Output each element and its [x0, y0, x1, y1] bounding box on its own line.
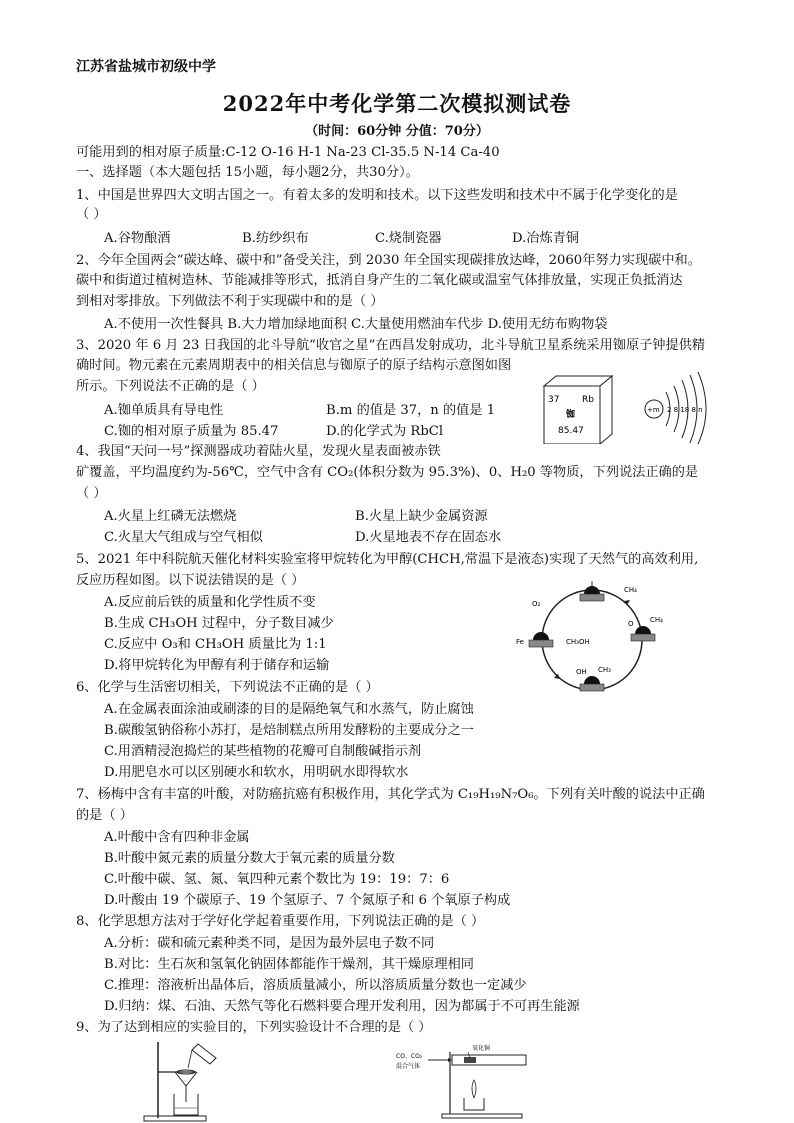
periodic-table-cell — [544, 376, 612, 444]
q6-option-d: D.用肥皂水可以区别硬水和软水，用明矾水即得软水 — [104, 765, 409, 780]
q5-option-b: B.生成 CH₃OH 过程中，分子数目减少 — [104, 616, 334, 631]
label-ch3oh: CH₃OH — [566, 638, 590, 646]
label-ch4-right: CH₄ — [650, 616, 663, 624]
q8-option-c: C.推理：溶液析出晶体后，溶质质量减小，所以溶质质量分数也一定减少 — [104, 978, 527, 993]
q2-stem-2: 碳中和街道过植树造林、节能减排等形式，抵消自身产生的二氧化碳或温室气体排放量，实现正负抵消达 — [76, 273, 683, 288]
label-oh: OH — [576, 668, 587, 676]
element-name: 铷 — [566, 410, 576, 420]
q3-stem-2: 确时间。物元素在元素周期表中的相关信息与铷原子的原子结构示意图如图 — [76, 358, 512, 373]
q4-option-a: A.火星上红磷无法燃烧 — [104, 509, 237, 524]
q4-stem-1: 4、我国“天问一号”探测器成功着陆火星，发现火星表面被赤铁 — [76, 444, 441, 459]
q6-stem: 6、化学与生活密切相关，下列说法不正确的是（ ） — [76, 680, 379, 695]
q9-stem: 9、为了达到相应的实验目的，下列实验设计不合理的是（ ） — [76, 1020, 432, 1035]
q1-option-b: B.纺纱织布 — [242, 231, 309, 246]
q2-stem-1: 2、今年全国两会“碳达峰、碳中和”备受关注，到 2030 年全国实现碳排放达峰，2060年努力实现碳中和。 — [76, 253, 701, 268]
label-o2: O₂ — [532, 600, 541, 608]
atom-shells: 2 8 18 8 n — [667, 406, 703, 414]
q5-reaction-cycle — [514, 578, 670, 700]
q3-option-c: C.铷的相对原子质量为 85.47 — [104, 424, 279, 439]
q7-option-a: A.叶酸中含有四种非金属 — [104, 830, 250, 845]
q4-option-b: B.火星上缺少金属资源 — [355, 509, 488, 524]
q5-option-a: A.反应前后铁的质量和化学性质不变 — [104, 595, 316, 610]
q3-option-a: A.铷单质具有导电性 — [104, 403, 224, 418]
q7-option-c: C.叶酸中碳、氢、氮、氧四种元素个数比为 19：19：7：6 — [104, 872, 450, 887]
q8-option-b: B.对比：生石灰和氢氧化钠固体都能作干燥剂，其干燥原理相同 — [104, 957, 474, 972]
atomic-masses: 可能用到的相对原子质量:C-12 O-16 H-1 Na-23 Cl-35.5 N-14 Ca-40 — [76, 145, 500, 160]
section-heading: 一、选择题（本大题包括 15小题，每小题2分，共30分）。 — [76, 165, 419, 180]
label-ch3: CH₃ — [598, 666, 611, 674]
label-fe: Fe — [516, 638, 524, 646]
label-gas-mixture-2: 混合气体 — [396, 1063, 421, 1070]
element-number: 37 — [548, 395, 560, 405]
q3-option-d: D.的化学式为 RbCl — [326, 424, 444, 439]
q9-co-reduction-apparatus — [392, 1040, 542, 1123]
q3-stem-3: 所示。下列说法不正确的是（ ） — [76, 379, 265, 394]
q4-blank: （ ） — [76, 486, 107, 501]
element-symbol: Rb — [582, 395, 594, 405]
q3-figure — [536, 372, 726, 444]
school-name: 江苏省盐城市初级中学 — [76, 59, 216, 75]
q4-stem-2: 矿覆盖，平均温度约为-56℃，空气中含有 CO₂(体积分数为 95.3%)、0、H₂0 等物质，下列说法正确的是 — [76, 465, 699, 480]
label-o: O — [628, 620, 634, 628]
q4-option-d: D.火星地表不存在固态水 — [355, 530, 502, 545]
exam-subtitle: （时间：60分钟 分值：70分） — [305, 124, 489, 139]
label-ch4-top: CH₄ — [624, 586, 637, 594]
label-copper-oxide: 氧化铜 — [472, 1045, 491, 1052]
q2-options: A.不使用一次性餐具 B.大力增加绿地面积 C.大量使用燃油车代步 D.使用无纺布购物袋 — [104, 317, 608, 332]
q3-option-b: B.m 的值是 37，n 的值是 1 — [326, 403, 496, 418]
q5-stem-1: 5、2021 年中科院航天催化材料实验室将甲烷转化为甲醇(CHCH,常温下是液态)实现了天然气的高效利用, — [76, 552, 699, 567]
q2-stem-3: 到相对零排放。下列做法不利于实现碳中和的是（ ） — [76, 294, 384, 309]
q8-option-d: D.归纳：煤、石油、天然气等化石燃料要合理开发利用，因为都属于不可再生能源 — [104, 999, 580, 1014]
q7-option-b: B.叶酸中氮元素的质量分数大于氧元素的质量分数 — [104, 851, 395, 866]
q1-option-d: D.冶炼青铜 — [512, 231, 580, 246]
q1-option-c: C.烧制瓷器 — [375, 231, 442, 246]
q7-stem-2: 的是（ ） — [76, 808, 133, 823]
q6-option-c: C.用酒精浸泡捣烂的某些植物的花瓣可自制酸碱指示剂 — [104, 744, 422, 759]
q5-option-d: D.将甲烷转化为甲醇有利于储存和运输 — [104, 658, 330, 673]
q5-option-c: C.反应中 O₃和 CH₃OH 质量比为 1:1 — [104, 637, 327, 652]
q6-option-a: A.在金属表面涂油或刷漆的目的是隔绝氧气和水蒸气，防止腐蚀 — [104, 702, 474, 717]
q8-option-a: A.分析：碳和硫元素种类不同，是因为最外层电子数不同 — [104, 936, 435, 951]
q7-option-d: D.叶酸由 19 个碳原子、19 个氢原子、7 个氮原子和 6 个氧原子构成 — [104, 893, 511, 908]
atom-nucleus: +m — [647, 406, 660, 414]
q8-stem: 8、化学思想方法对于学好化学起着重要作用，下列说法正确的是（ ） — [76, 914, 485, 929]
atom-structure-diagram — [645, 372, 706, 444]
q6-option-b: B.碳酸氢钠俗称小苏打，是焙制糕点所用发酵粉的主要成分之一 — [104, 723, 474, 738]
q9-filtration-apparatus — [138, 1038, 234, 1123]
q3-stem-1: 3、2020 年 6 月 23 日我国的北斗导航“收官之星”在西昌发射成功，北斗导航卫星系统采用铷原子钟提供精 — [76, 338, 706, 353]
q7-stem-1: 7、杨梅中含有丰富的叶酸，对防癌抗癌有积极作用，其化学式为 C₁₉H₁₉N₇O₆。下列有关叶酸的说法中正确 — [76, 787, 705, 802]
q4-option-c: C.火星大气组成与空气相似 — [104, 530, 263, 545]
q5-stem-2: 反应历程如图。以下说法错误的是（ ） — [76, 573, 305, 588]
q1-stem: 1、中国是世界四大文明古国之一。有着太多的发明和技术。以下这些发明和技术中不属于化学变化的是 — [76, 188, 678, 203]
exam-title: 2022年中考化学第二次模拟测试卷 — [222, 91, 572, 116]
label-gas-mixture: CO、CO₂ — [396, 1053, 423, 1060]
q1-blank: （ ） — [76, 207, 107, 222]
q1-option-a: A.谷物酿酒 — [104, 231, 171, 246]
element-mass: 85.47 — [558, 426, 584, 436]
